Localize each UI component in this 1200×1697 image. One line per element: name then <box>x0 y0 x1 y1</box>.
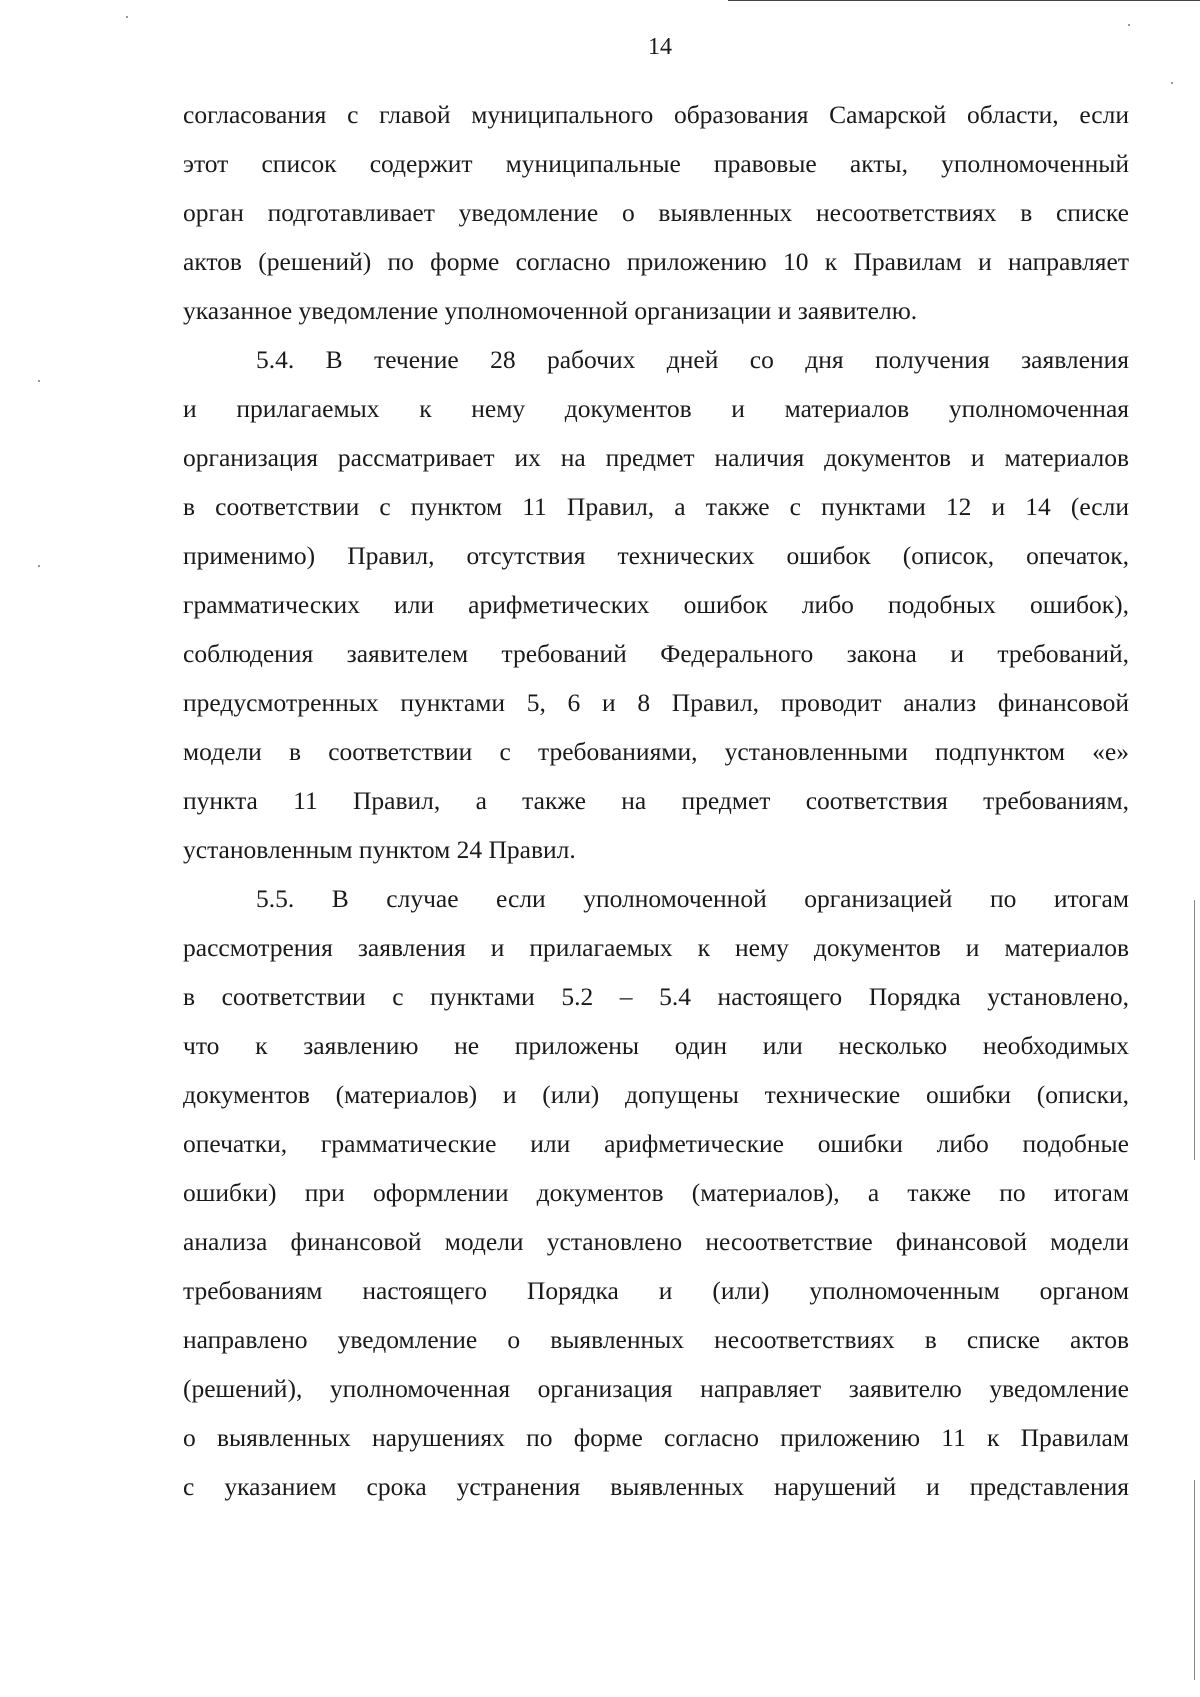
text-line: орган подготавливает уведомление о выявленных несоответствиях в списке <box>183 198 1129 227</box>
text-line: (решений), уполномоченная организация направляет заявителю уведомление <box>183 1374 1129 1403</box>
text-line: в соответствии с пунктами 5.2 – 5.4 настоящего Порядка установлено, <box>183 982 1129 1011</box>
text-line: анализа финансовой модели установлено несоответствие финансовой модели <box>183 1227 1129 1256</box>
text-line: модели в соответствии с требованиями, установленными подпунктом «е» <box>183 737 1129 766</box>
text-line: о выявленных нарушениях по форме согласно приложению 11 к Правилам <box>183 1423 1129 1452</box>
text-line: применимо) Правил, отсутствия технических ошибок (описок, опечаток, <box>183 541 1129 570</box>
text-line: с указанием срока устранения выявленных нарушений и представления <box>183 1472 1129 1501</box>
scan-speck <box>1171 82 1173 84</box>
text-line: рассмотрения заявления и прилагаемых к нему документов и материалов <box>183 933 1129 962</box>
text-line: установленным пунктом 24 Правил. <box>183 835 576 864</box>
scan-speck <box>126 16 128 18</box>
text-line: актов (решений) по форме согласно приложению 10 к Правилам и направляет <box>183 247 1129 276</box>
text-line: соблюдения заявителем требований Федерального закона и требований, <box>183 639 1129 668</box>
paragraph-5-5-first-line: 5.5. В случае если уполномоченной организацией по итогам <box>256 884 1129 913</box>
paragraph-5-4-first-line: 5.4. В течение 28 рабочих дней со дня получения заявления <box>256 345 1129 374</box>
scan-edge-right-lower <box>1194 1480 1195 1680</box>
text-line: направлено уведомление о выявленных несоответствиях в списке актов <box>183 1325 1129 1354</box>
document-body <box>183 90 1129 1511</box>
text-line: требованиям настоящего Порядка и (или) уполномоченным органом <box>183 1276 1129 1305</box>
scan-edge-right-upper <box>1194 900 1195 1160</box>
text-line: этот список содержит муниципальные правовые акты, уполномоченный <box>183 149 1129 178</box>
text-line: документов (материалов) и (или) допущены технические ошибки (описки, <box>183 1080 1129 1109</box>
scan-speck <box>38 565 40 567</box>
scan-edge-top <box>728 0 1200 1</box>
text-line: в соответствии с пунктом 11 Правил, а также с пунктами 12 и 14 (если <box>183 492 1129 521</box>
text-line: что к заявлению не приложены один или несколько необходимых <box>183 1031 1129 1060</box>
text-line: указанное уведомление уполномоченной организации и заявителю. <box>183 296 918 325</box>
scan-speck <box>38 380 40 382</box>
text-line: и прилагаемых к нему документов и материалов уполномоченная <box>183 394 1129 423</box>
text-line: грамматических или арифметических ошибок либо подобных ошибок), <box>183 590 1129 619</box>
text-line: организация рассматривает их на предмет наличия документов и материалов <box>183 443 1129 472</box>
text-line: ошибки) при оформлении документов (материалов), а также по итогам <box>183 1178 1129 1207</box>
text-line: предусмотренных пунктами 5, 6 и 8 Правил, проводит анализ финансовой <box>183 688 1129 717</box>
text-line: согласования с главой муниципального образования Самарской области, если <box>183 100 1129 129</box>
scan-speck <box>1128 24 1130 26</box>
text-line: пункта 11 Правил, а также на предмет соответствия требованиям, <box>183 786 1129 815</box>
page-number: 14 <box>648 34 672 60</box>
text-line: опечатки, грамматические или арифметические ошибки либо подобные <box>183 1129 1129 1158</box>
